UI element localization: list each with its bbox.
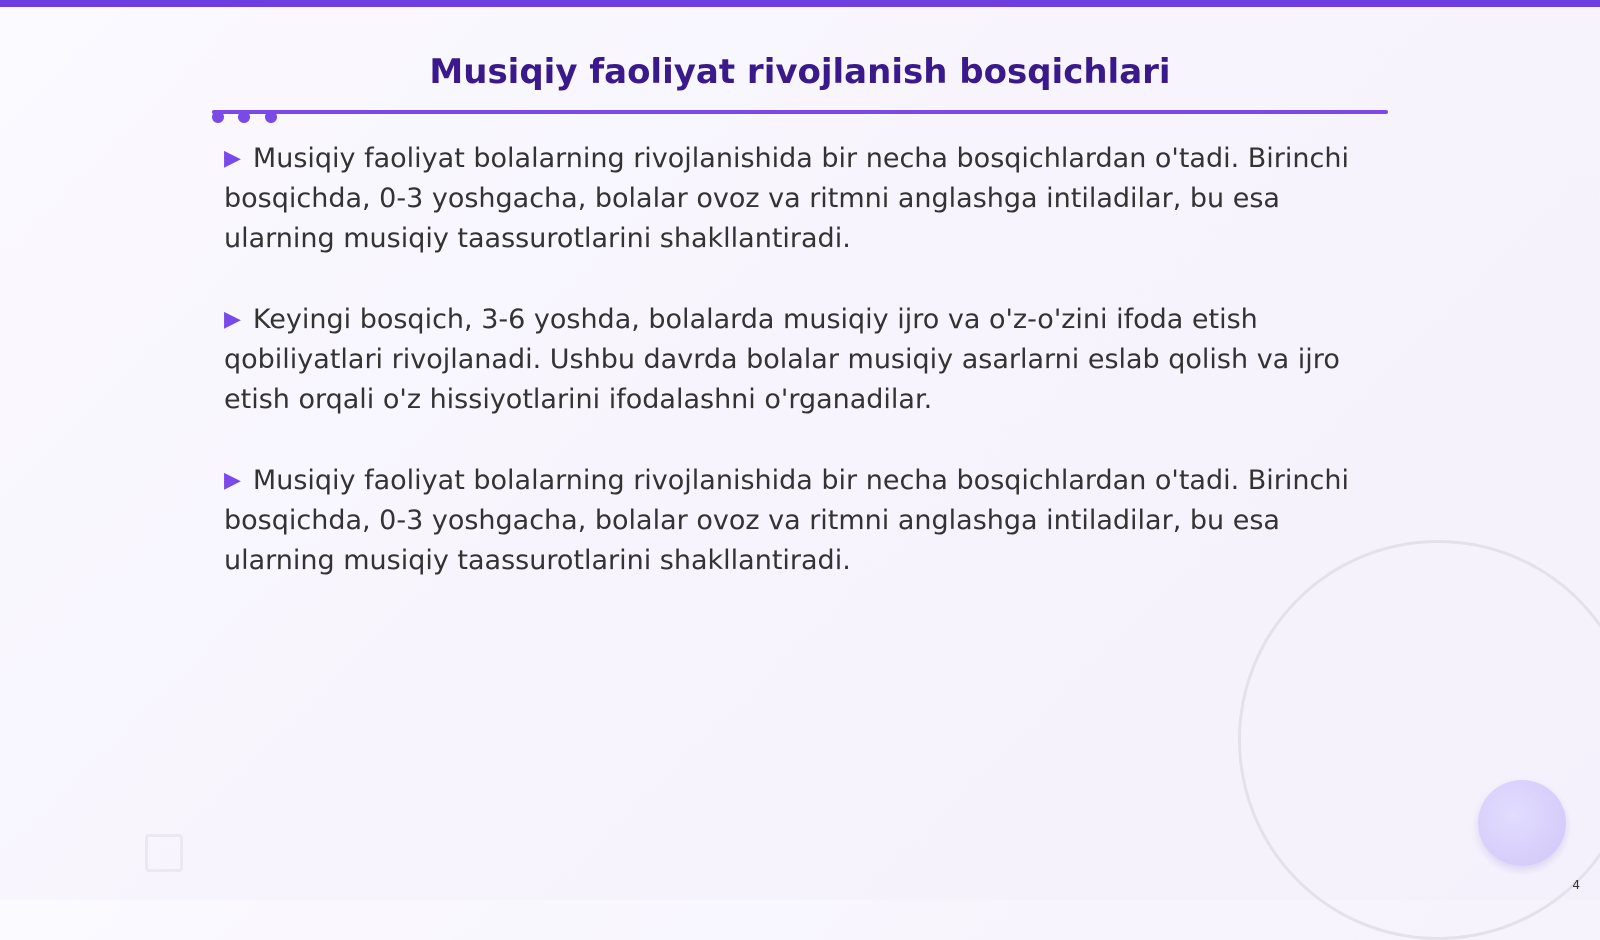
title-underline bbox=[212, 110, 1388, 114]
page-number: 4 bbox=[1572, 878, 1580, 892]
bullet-paragraph bbox=[224, 139, 1374, 259]
paragraph-text: Musiqiy faoliyat bolalarning rivojlanishida bir necha bosqichlardan o'tadi. Birinchi bosqichda, 0-3 yoshgacha, bolalar ovoz va ritmni anglashga intiladilar, bu esa ularning musiqiy taassurotlarini shakllantiradi. bbox=[224, 143, 1349, 254]
paragraph-text: Musiqiy faoliyat bolalarning rivojlanishida bir necha bosqichlardan o'tadi. Birinchi bosqichda, 0-3 yoshgacha, bolalar ovoz va ritmni anglashga intiladilar, bu esa ularning musiqiy taassurotlarini shakllantiradi. bbox=[224, 465, 1349, 576]
decorative-square bbox=[145, 834, 183, 872]
paragraph-text: Keyingi bosqich, 3-6 yoshda, bolalarda musiqiy ijro va o'z-o'zini ifoda etish qobiliyatlari rivojlanadi. Ushbu davrda bolalar musiqiy asarlarni eslab qolish va ijro etish orqali o'z hissiyotlarini ifodalashni o'rganadilar. bbox=[224, 304, 1340, 415]
bullet-list bbox=[224, 139, 1374, 622]
triangle-bullet-icon: ▶ bbox=[224, 468, 241, 493]
decorative-dot bbox=[238, 111, 250, 123]
triangle-bullet-icon: ▶ bbox=[224, 307, 241, 332]
triangle-bullet-icon: ▶ bbox=[224, 146, 241, 171]
top-accent-bar bbox=[0, 0, 1600, 7]
decorative-dot bbox=[212, 111, 224, 123]
bullet-paragraph bbox=[224, 300, 1374, 420]
decorative-circle bbox=[1478, 780, 1566, 866]
decorative-dot bbox=[265, 111, 277, 123]
slide-title: Musiqiy faoliyat rivojlanish bosqichlari bbox=[429, 52, 1171, 92]
bullet-paragraph bbox=[224, 461, 1374, 581]
